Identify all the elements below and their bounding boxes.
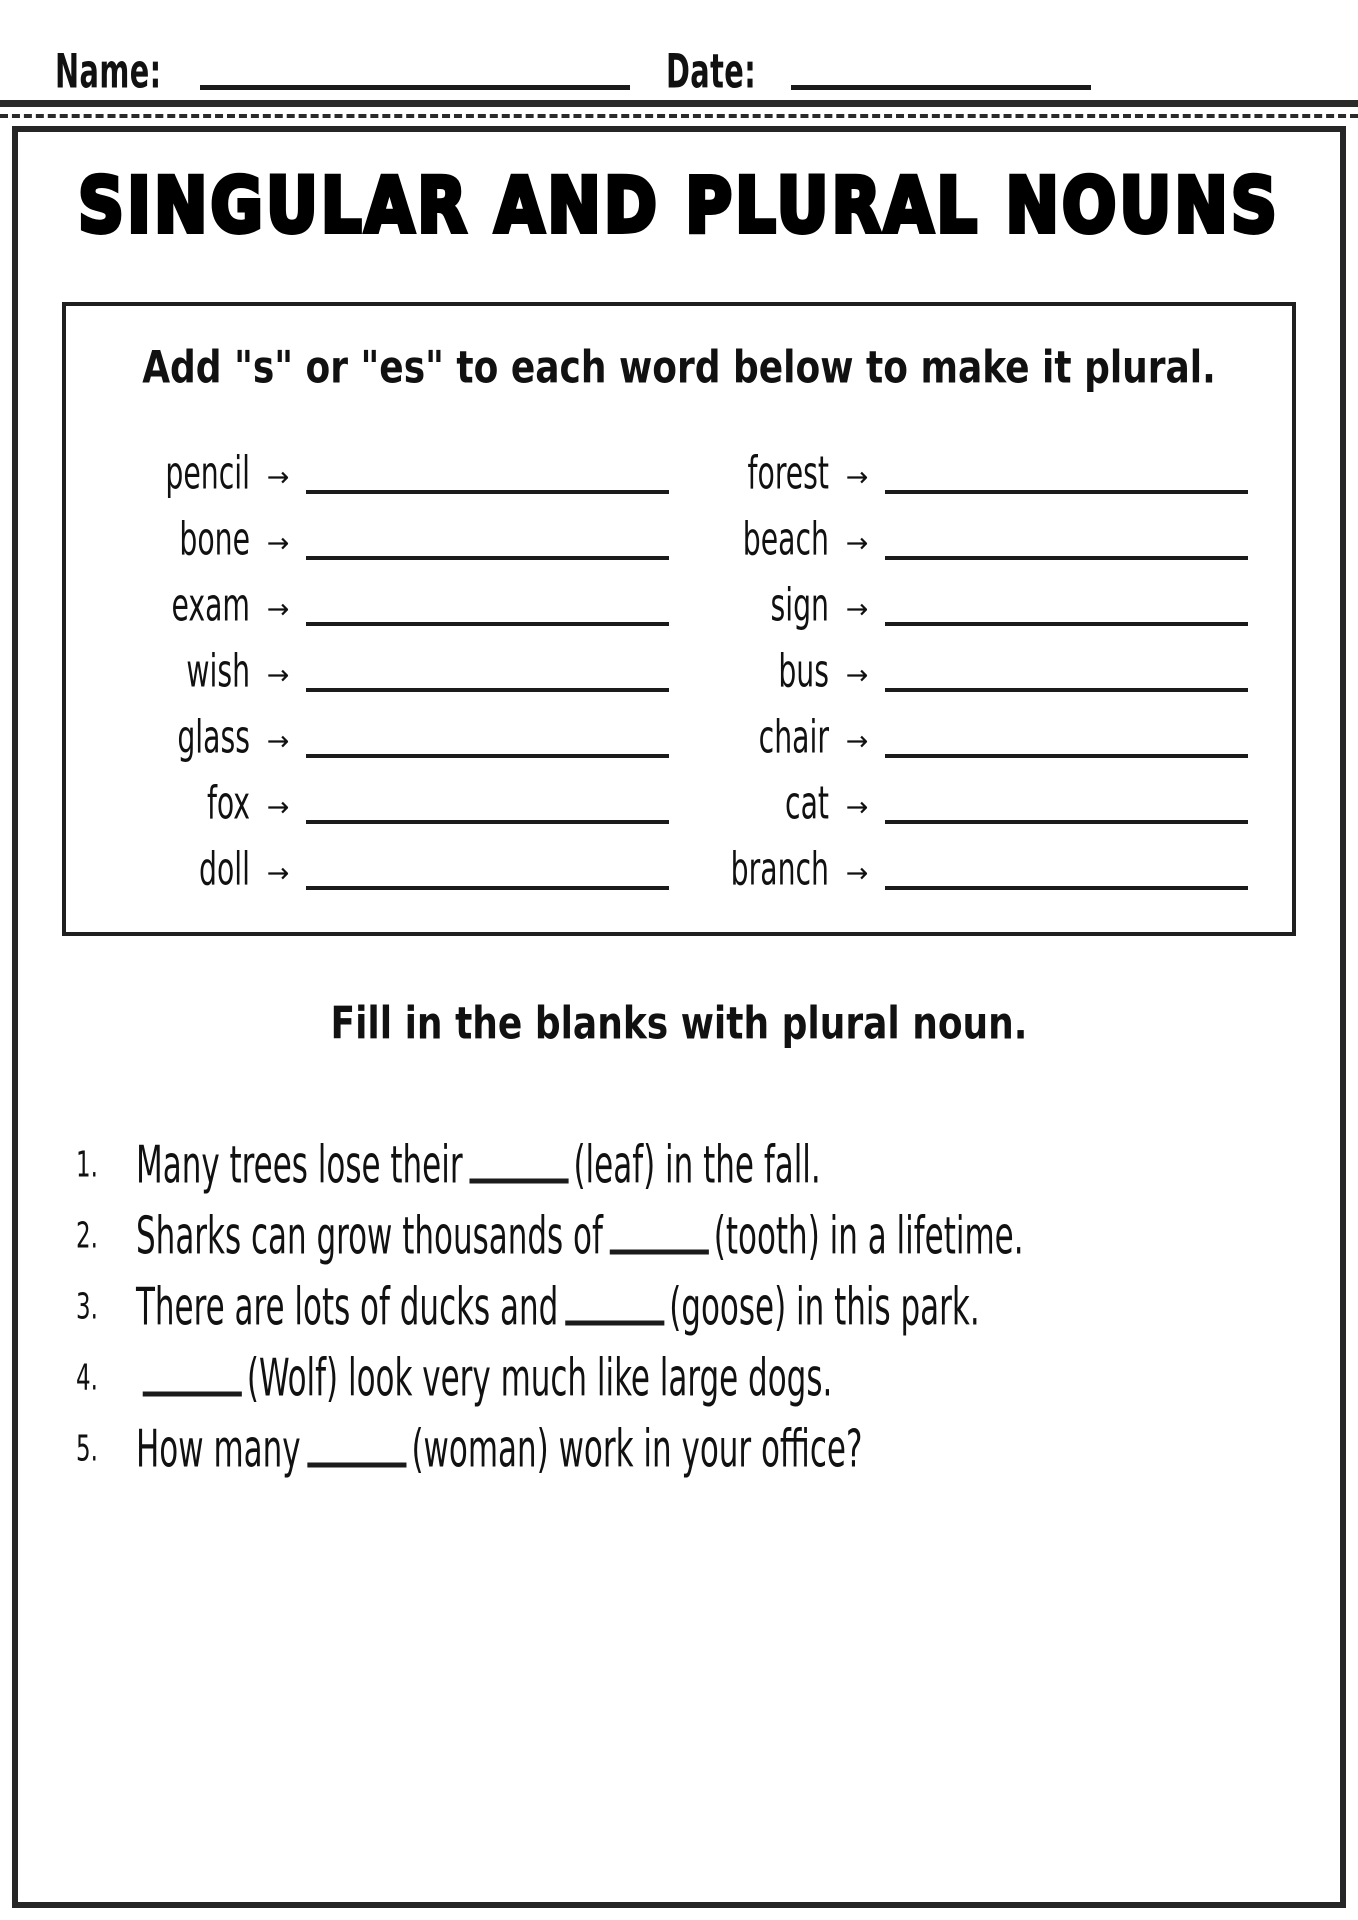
word-term: sign: [770, 579, 829, 632]
sentence-after-text: (leaf) in the fall.: [573, 1134, 821, 1195]
exercise-one-box: [62, 302, 1296, 936]
sentence-number: 3.: [76, 1286, 98, 1329]
arrow-right-icon: →: [845, 726, 869, 757]
arrow-right-icon: →: [845, 858, 869, 889]
list-item: [76, 1134, 1296, 1195]
date-label: Date:: [666, 45, 757, 100]
arrow-right-icon: →: [266, 462, 290, 493]
answer-blank-line[interactable]: [306, 622, 669, 626]
sentence-blank-line[interactable]: [143, 1392, 242, 1397]
sentence-before-text: How many: [136, 1418, 301, 1479]
list-item: [76, 1418, 1296, 1479]
word-row: [100, 645, 679, 698]
word-term: beach: [742, 513, 829, 566]
word-row: [100, 513, 679, 566]
word-row: [679, 645, 1258, 698]
arrow-right-icon: →: [845, 792, 869, 823]
word-row: [100, 777, 679, 830]
answer-blank-line[interactable]: [885, 820, 1248, 824]
header-solid-divider: [0, 100, 1358, 107]
word-row: [100, 711, 679, 764]
word-term: cat: [785, 777, 829, 830]
arrow-right-icon: →: [266, 792, 290, 823]
word-row: [679, 447, 1258, 500]
arrow-right-icon: →: [845, 594, 869, 625]
sentence-text: [136, 1205, 1024, 1266]
word-row: [100, 843, 679, 896]
list-item: [76, 1276, 1296, 1337]
sentence-list: [76, 1134, 1296, 1479]
answer-blank-line[interactable]: [306, 490, 669, 494]
word-term: pencil: [165, 447, 250, 500]
sentence-before-text: There are lots of ducks and: [136, 1276, 559, 1337]
arrow-right-icon: →: [845, 528, 869, 559]
word-term: forest: [747, 447, 829, 500]
exercise-one-instruction: Add "s" or "es" to each word below to make it plural.: [142, 342, 1216, 394]
arrow-right-icon: →: [266, 660, 290, 691]
sentence-text: [136, 1418, 863, 1479]
sentence-text: [136, 1347, 833, 1408]
arrow-right-icon: →: [266, 726, 290, 757]
arrow-right-icon: →: [266, 858, 290, 889]
worksheet-frame: [12, 126, 1346, 1908]
sentence-text: [136, 1276, 980, 1337]
sentence-after-text: (goose) in this park.: [669, 1276, 980, 1337]
word-term: branch: [730, 843, 829, 896]
sentence-number: 1.: [76, 1144, 98, 1187]
sentence-before-text: Sharks can grow thousands of: [136, 1205, 603, 1266]
word-term: glass: [177, 711, 250, 764]
word-term: bus: [778, 645, 829, 698]
word-term: bone: [179, 513, 250, 566]
word-row: [679, 777, 1258, 830]
answer-blank-line[interactable]: [306, 556, 669, 560]
answer-blank-line[interactable]: [885, 886, 1248, 890]
sentence-number: 4.: [76, 1357, 98, 1400]
word-row: [679, 579, 1258, 632]
date-field-group: [666, 45, 1091, 100]
word-term: chair: [758, 711, 829, 764]
date-input-line[interactable]: [791, 85, 1091, 90]
answer-blank-line[interactable]: [885, 556, 1248, 560]
name-input-line[interactable]: [200, 85, 630, 90]
word-term: fox: [206, 777, 250, 830]
answer-blank-line[interactable]: [306, 820, 669, 824]
sentence-blank-line[interactable]: [469, 1179, 568, 1184]
arrow-right-icon: →: [266, 594, 290, 625]
word-term: exam: [171, 579, 250, 632]
word-column-right: [679, 447, 1258, 896]
arrow-right-icon: →: [266, 528, 290, 559]
sentence-text: [136, 1134, 821, 1195]
answer-blank-line[interactable]: [306, 688, 669, 692]
sentence-blank-line[interactable]: [610, 1250, 709, 1255]
word-term: doll: [199, 843, 250, 896]
word-row: [679, 513, 1258, 566]
word-term: wish: [186, 645, 250, 698]
word-row: [679, 843, 1258, 896]
word-column-left: [100, 447, 679, 896]
name-label: Name:: [55, 45, 162, 100]
word-row: [679, 711, 1258, 764]
sentence-number: 5.: [76, 1428, 98, 1471]
header-dashed-divider: [0, 114, 1358, 118]
student-info-header: [0, 0, 1358, 100]
word-row: [100, 579, 679, 632]
answer-blank-line[interactable]: [885, 490, 1248, 494]
sentence-after-text: (tooth) in a lifetime.: [713, 1205, 1024, 1266]
sentence-blank-line[interactable]: [307, 1463, 406, 1468]
sentence-after-text: (Wolf) look very much like large dogs.: [246, 1347, 833, 1408]
sentence-before-text: Many trees lose their: [136, 1134, 463, 1195]
word-grid: [100, 447, 1258, 896]
answer-blank-line[interactable]: [885, 622, 1248, 626]
sentence-after-text: (woman) work in your office?: [411, 1418, 863, 1479]
name-field-group: [55, 45, 630, 100]
list-item: [76, 1347, 1296, 1408]
answer-blank-line[interactable]: [306, 754, 669, 758]
answer-blank-line[interactable]: [885, 688, 1248, 692]
exercise-two-instruction: Fill in the blanks with plural noun.: [330, 998, 1028, 1050]
sentence-number: 2.: [76, 1215, 98, 1258]
arrow-right-icon: →: [845, 660, 869, 691]
list-item: [76, 1205, 1296, 1266]
page-title: SINGULAR AND PLURAL NOUNS: [78, 160, 1280, 250]
word-row: [100, 447, 679, 500]
arrow-right-icon: →: [845, 462, 869, 493]
answer-blank-line[interactable]: [885, 754, 1248, 758]
answer-blank-line[interactable]: [306, 886, 669, 890]
sentence-blank-line[interactable]: [565, 1321, 664, 1326]
